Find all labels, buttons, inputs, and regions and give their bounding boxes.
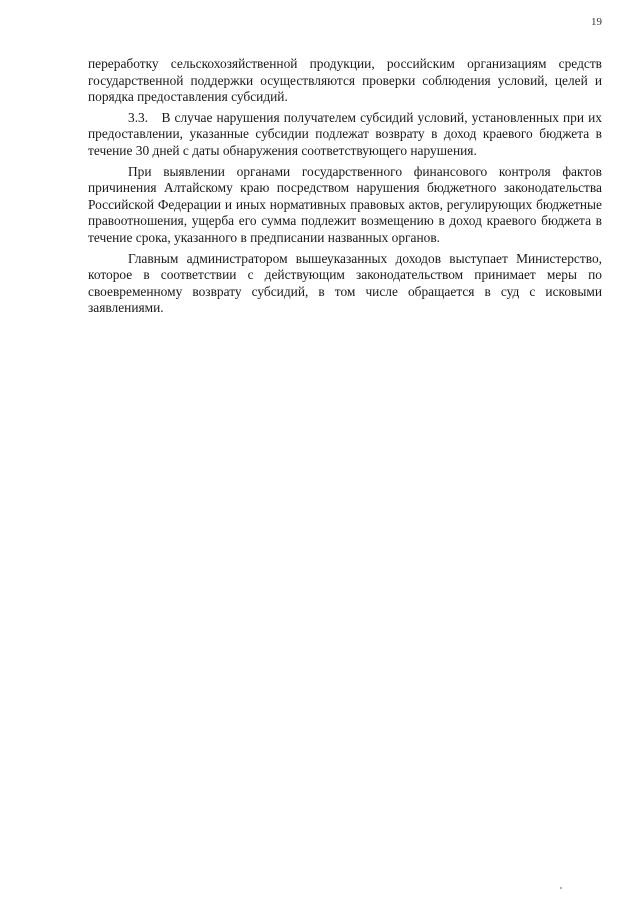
paragraph-continuation: переработку сельскохозяйственной продукции, российским организациям средств государственной поддержки осуществляются проверки соблюдения условий, целей и порядка предоставления субсидий. (88, 56, 602, 105)
paragraph-section-3-3: 3.3. В случае нарушения получателем субсидий условий, установленных при их предоставлении, указанные субсидии подлежат возврату в доход краевого бюджета в течение 30 дней с даты обнаружения соответствующего нарушения. (88, 109, 602, 158)
scan-dot-mark (560, 887, 562, 889)
paragraph-chief-administrator: Главным администратором вышеуказанных доходов выступает Министерство, которое в соответствии с действующим законодательством принимает меры по своевременному возврату субсидий, в том числе обращается в суд с исковыми заявлениями. (88, 250, 602, 316)
document-body (88, 56, 602, 321)
paragraph-financial-control: При выявлении органами государственного финансового контроля фактов причинения Алтайскому краю посредством нарушения бюджетного законодательства Российской Федерации и иных нормативных правовых актов, регулирующих бюджетные правоотношения, ущерба его сумма подлежит возмещению в доход краевого бюджета в течение срока, указанного в предписании названных органов. (88, 163, 602, 245)
page-number: 19 (591, 16, 602, 28)
